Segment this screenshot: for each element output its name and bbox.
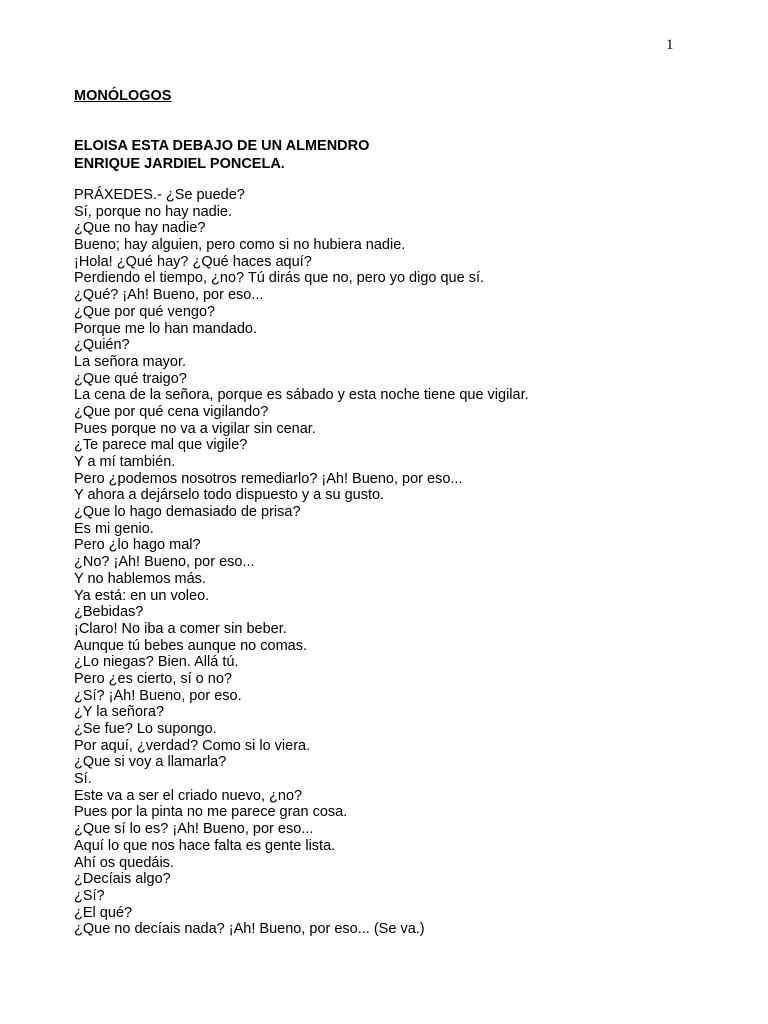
monologue-line: ¿Que no decíais nada? ¡Ah! Bueno, por eso... (Se va.) (74, 921, 425, 938)
monologue-line: Y ahora a dejárselo todo dispuesto y a su gusto. (74, 487, 385, 504)
monologue-line: ¿Decíais algo? (74, 871, 171, 888)
monologue-line: ¿Y la señora? (74, 704, 165, 721)
monologue-line: Sí. (74, 771, 92, 788)
play-heading (74, 137, 369, 173)
monologue-line: Aquí lo que nos hace falta es gente lista. (74, 837, 336, 854)
monologue-line: Perdiendo el tiempo, ¿no? Tú dirás que no, pero yo digo que sí. (74, 270, 485, 287)
play-title: ELOISA ESTA DEBAJO DE UN ALMENDRO (74, 138, 370, 154)
monologue-line: Pues por la pinta no me parece gran cosa. (74, 804, 348, 821)
monologue-line: Aunque tú bebes aunque no comas. (74, 637, 307, 654)
monologue-line: ¿Quién? (74, 337, 130, 354)
monologue-line: Ahí os quedáis. (74, 854, 174, 871)
monologue-line: Y a mí también. (74, 454, 176, 470)
monologue-line: ¿Sí? (74, 887, 105, 904)
page-number: 1 (666, 37, 674, 53)
monologue-line: ¿Qué? ¡Ah! Bueno, por eso... (74, 287, 264, 304)
monologue-line: ¿Que sí lo es? ¡Ah! Bueno, por eso... (74, 821, 314, 838)
monologue-line: Es mi genio. (74, 520, 154, 537)
monologue-line: La señora mayor. (74, 353, 187, 370)
monologue-line: Sí, porque no hay nadie. (74, 203, 233, 220)
monologue-line: Pero ¿es cierto, sí o no? (74, 670, 232, 687)
monologue-line: ¡Claro! No iba a comer sin beber. (74, 620, 287, 637)
play-author: ENRIQUE JARDIEL PONCELA. (74, 156, 285, 172)
monologue-line: ¡Hola! ¿Qué hay? ¿Qué haces aquí? (74, 253, 312, 270)
monologue-line: ¿Que no hay nadie? (74, 220, 206, 237)
monologue-line: ¿Que qué traigo? (74, 370, 187, 387)
monologue-line: ¿El qué? (74, 904, 133, 921)
document-title: MONÓLOGOS (74, 88, 172, 104)
monologue-line: PRÁXEDES.- ¿Se puede? (74, 187, 245, 203)
monologue-line: ¿Lo niegas? Bien. Allá tú. (74, 654, 239, 671)
monologue-line: Y no hablemos más. (74, 570, 206, 587)
monologue-line: Ya está: en un voleo. (74, 587, 210, 604)
monologue-line: ¿Que por qué vengo? (74, 303, 216, 320)
monologue-line: ¿Te parece mal que vigile? (74, 437, 248, 454)
monologue-line: Por aquí, ¿verdad? Como si lo viera. (74, 737, 311, 754)
monologue-line: Bueno; hay alguien, pero como si no hubiera nadie. (74, 237, 406, 254)
monologue-line: Pero ¿podemos nosotros remediarlo? ¡Ah! Bueno, por eso... (74, 470, 463, 487)
monologue-line: ¿Bebidas? (74, 604, 144, 621)
monologue-line: Pero ¿lo hago mal? (74, 537, 201, 554)
monologue-line: Pues porque no va a vigilar sin cenar. (74, 420, 316, 437)
monologue-line: ¿Sí? ¡Ah! Bueno, por eso. (74, 687, 242, 704)
monologue-line: ¿No? ¡Ah! Bueno, por eso... (74, 554, 255, 571)
monologue-text (74, 187, 529, 938)
monologue-line: ¿Que por qué cena vigilando? (74, 403, 269, 420)
monologue-line: ¿Que si voy a llamarla? (74, 754, 227, 771)
monologue-line: ¿Se fue? Lo supongo. (74, 721, 217, 737)
monologue-line: La cena de la señora, porque es sábado y esta noche tiene que vigilar. (74, 387, 529, 404)
monologue-line: ¿Que lo hago demasiado de prisa? (74, 504, 301, 521)
monologue-line: Porque me lo han mandado. (74, 320, 257, 337)
monologue-line: Este va a ser el criado nuevo, ¿no? (74, 787, 303, 804)
